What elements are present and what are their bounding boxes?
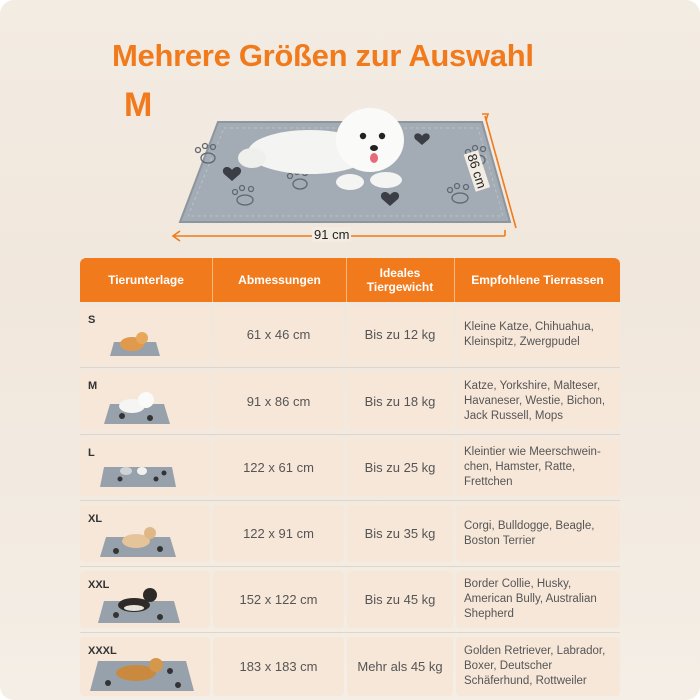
- featured-size-label: M: [124, 86, 153, 124]
- table-row: [80, 302, 620, 368]
- size-table: [80, 258, 620, 700]
- table-header: [80, 258, 620, 302]
- weight-value: Bis zu 35 kg: [364, 526, 436, 541]
- weight-value: Bis zu 12 kg: [364, 327, 436, 342]
- size-cell: [80, 637, 210, 696]
- header-dimensions: Abmessungen: [238, 273, 321, 287]
- breeds-value: Kleine Katze, Chihuahua, Kleinspitz, Zwergpudel: [464, 320, 594, 348]
- table-row: [80, 567, 620, 633]
- breeds-value: Katze, Yorkshire, Malteser, Havaneser, Westie, Bichon, Jack Russell, Mops: [464, 379, 606, 422]
- hero-mat-illustration: [160, 100, 530, 260]
- size-cell: [80, 439, 210, 496]
- size-code: XXL: [88, 579, 110, 591]
- breeds-value: Corgi, Bulldogge, Beagle, Boston Terrier: [464, 519, 595, 547]
- dimensions-value: 122 x 61 cm: [243, 460, 314, 475]
- size-cell: [80, 571, 210, 628]
- table-row: [80, 368, 620, 435]
- weight-value: Bis zu 18 kg: [364, 393, 436, 409]
- husky-icon: [94, 581, 184, 627]
- breeds-value: Golden Retriever, Labrador, Boxer, Deutscher Schäferhund, Rottweiler: [464, 645, 606, 687]
- table-row: [80, 501, 620, 567]
- table-row: [80, 633, 620, 700]
- dimensions-value: 61 x 46 cm: [246, 327, 311, 342]
- weight-value: Bis zu 25 kg: [364, 460, 436, 475]
- height-dimension-label: 86 cm: [464, 151, 490, 191]
- header-breeds: Empfohlene Tierrassen: [471, 273, 604, 287]
- table-row: [80, 435, 620, 501]
- golden-retriever-icon: [86, 649, 198, 695]
- size-cell: [80, 306, 210, 363]
- header-weight: Ideales Tiergewicht: [366, 266, 434, 294]
- size-code: XXXL: [88, 645, 117, 657]
- bichon-icon: [102, 386, 172, 428]
- corgi-icon: [98, 521, 178, 561]
- pomeranian-icon: [108, 328, 164, 358]
- page-title: Mehrere Größen zur Auswahl: [112, 38, 534, 73]
- size-code: XL: [88, 513, 103, 525]
- weight-value: Bis zu 45 kg: [364, 592, 436, 607]
- small-pets-icon: [98, 461, 178, 491]
- dimensions-value: 91 x 86 cm: [246, 393, 311, 409]
- dimensions-value: 122 x 91 cm: [243, 526, 314, 541]
- breeds-value: Border Collie, Husky, American Bully, Australian Shepherd: [464, 578, 597, 620]
- header-mat: Tierunterlage: [108, 273, 184, 287]
- size-code: S: [88, 314, 96, 326]
- size-cell: [80, 505, 210, 562]
- width-dimension-label: 91 cm: [314, 227, 350, 242]
- dimensions-value: 152 x 122 cm: [239, 592, 318, 607]
- breeds-value: Kleintier wie Meerschwein-chen, Hamster, Ratte, Frettchen: [464, 446, 601, 488]
- size-code: L: [88, 447, 95, 459]
- dimensions-value: 183 x 183 cm: [239, 659, 318, 674]
- weight-value: Mehr als 45 kg: [357, 659, 443, 674]
- size-cell: [80, 372, 210, 430]
- size-code: M: [88, 380, 98, 392]
